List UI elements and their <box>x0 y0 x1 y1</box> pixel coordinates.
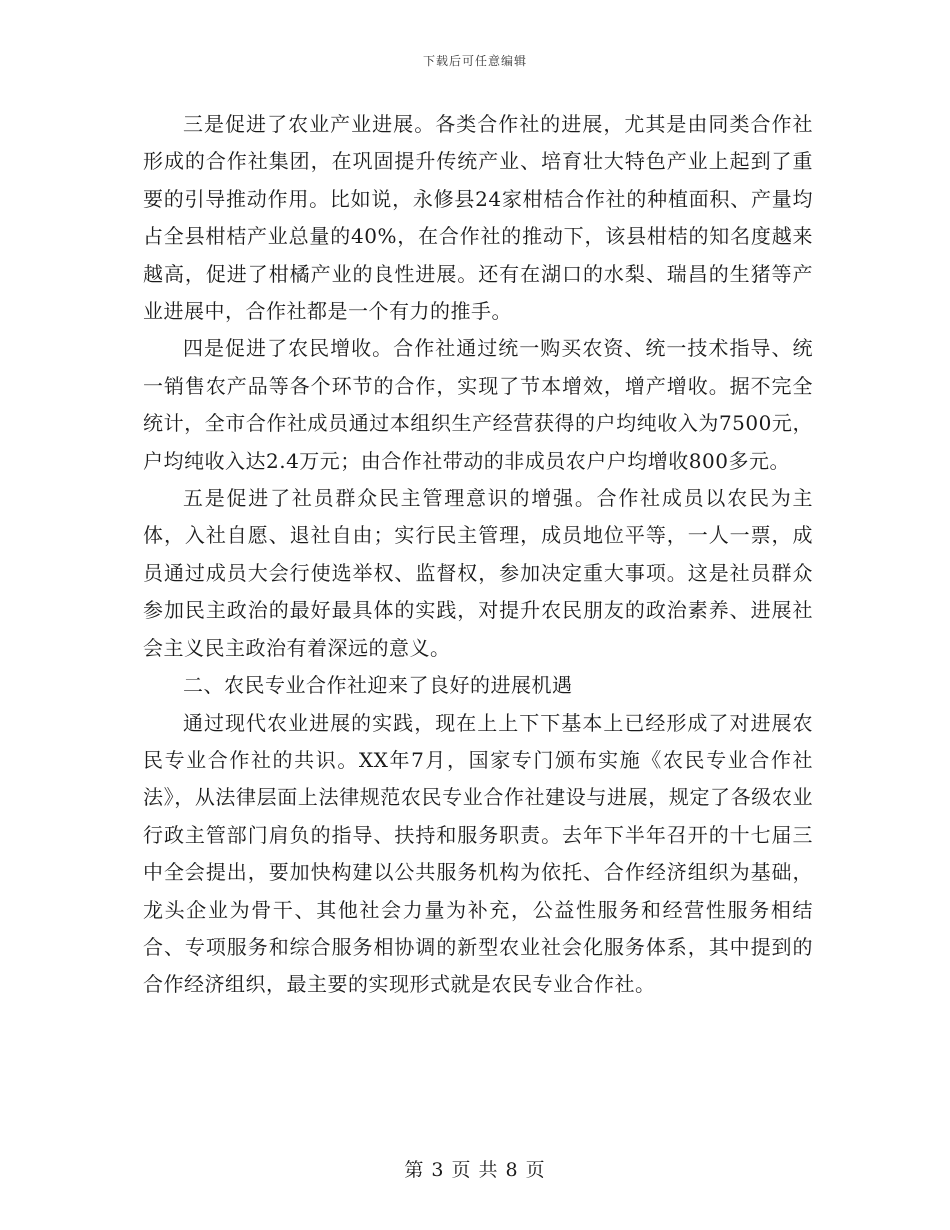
document-body <box>143 106 813 1004</box>
paragraph-industry-development: 三是促进了农业产业进展。各类合作社的进展，尤其是由同类合作社形成的合作社集团，在巩固提升传统产业、培育壮大特色产业上起到了重要的引导推动作用。比如说，永修县24家柑桔合作社的种植面积、产量均占全县柑桔产业总量的40%，在合作社的推动下，该县柑桔的知名度越来越高，促进了柑橘产业的良性进展。还有在湖口的水梨、瑞昌的生猪等产业进展中，合作社都是一个有力的推手。 <box>143 112 813 324</box>
paragraph-democratic-management: 五是促进了社员群众民主管理意识的增强。合作社成员以农民为主体，入社自愿、退社自由；实行民主管理，成员地位平等，一人一票，成员通过成员大会行使选举权、监督权，参加决定重大事项。这是社员群众参加民主政治的最好最具体的实践，对提升农民朋友的政治素养、进展社会主义民主政治有着深远的意义。 <box>143 486 813 660</box>
paragraph-consensus: 通过现代农业进展的实践，现在上上下下基本上已经形成了对进展农民专业合作社的共识。XX年7月，国家专门颁布实施《农民专业合作社法》，从法律层面上法律规范农民专业合作社建设与进展，规定了各级农业行政主管部门肩负的指导、扶持和服务职责。去年下半年召开的十七届三中全会提出，要加快构建以公共服务机构为依托、合作经济组织为基础，龙头企业为骨干、其他社会力量为补充，公益性服务和经营性服务相结合、专项服务和综合服务相协调的新型农业社会化服务体系，其中提到的合作经济组织，最主要的实现形式就是农民专业合作社。 <box>143 710 813 997</box>
page-header: 下载后可任意编辑 <box>422 54 527 68</box>
paragraph-farmer-income: 四是促进了农民增收。合作社通过统一购买农资、统一技术指导、统一销售农产品等各个环节的合作，实现了节本增效，增产增收。据不完全统计，全市合作社成员通过本组织生产经营获得的户均纯收入为7500元，户均纯收入达2.4万元；由合作社带动的非成员农户户均增收800多元。 <box>143 336 813 473</box>
page-number-footer: 第 3 页 共 8 页 <box>404 1159 546 1181</box>
section-heading-opportunities: 二、农民专业合作社迎来了良好的进展机遇 <box>183 673 573 698</box>
